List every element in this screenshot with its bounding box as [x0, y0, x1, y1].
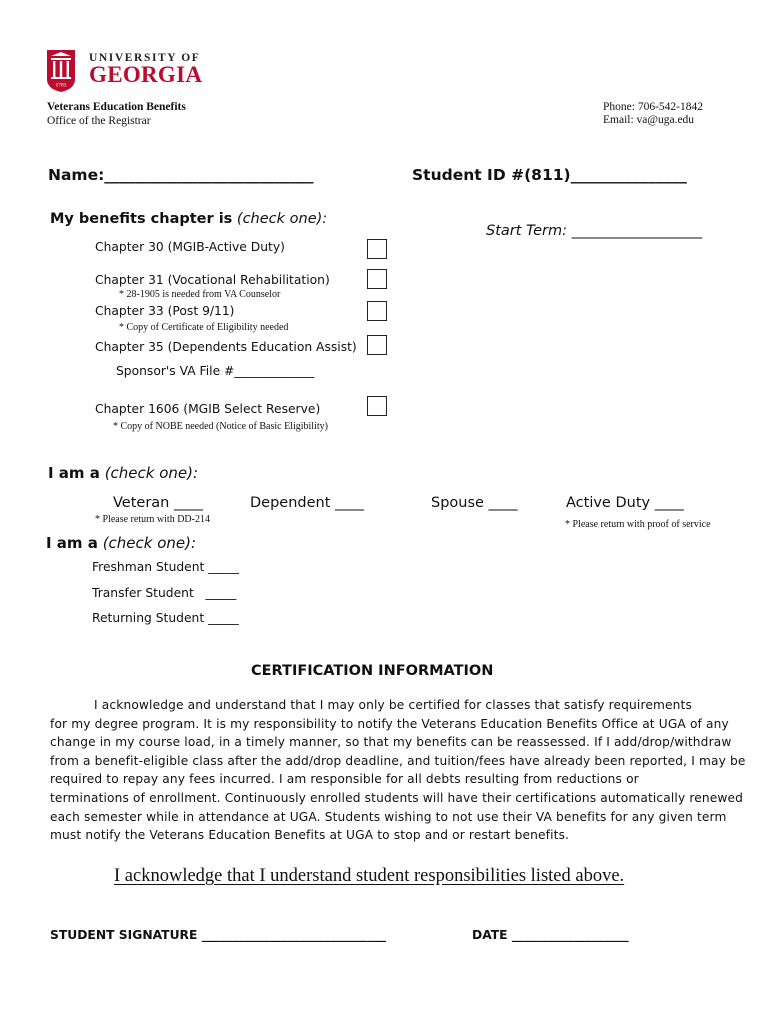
svg-text:1785: 1785 [55, 82, 67, 89]
name-field[interactable] [48, 166, 314, 184]
certification-line: must notify the Veterans Education Benefits at UGA to stop and or restart benefits. [50, 828, 570, 843]
chapter-31-note: * 28-1905 is needed from VA Counselor [119, 289, 281, 300]
chapter-1606-label: Chapter 1606 (MGIB Select Reserve) [95, 402, 321, 416]
email-text: Email: va@uga.edu [603, 114, 695, 126]
student-id-blank[interactable]: _______________ [570, 166, 687, 184]
student-id-field[interactable] [412, 166, 687, 184]
dept-subtitle: Office of the Registrar [47, 115, 151, 127]
veteran-note: * Please return with DD-214 [95, 514, 210, 525]
chapter-31-checkbox[interactable] [367, 269, 387, 289]
certification-line: for my degree program. It is my responsibility to notify the Veterans Education Benefits Office at UGA of any [50, 716, 729, 731]
name-blank[interactable]: ___________________________ [104, 166, 314, 184]
student-signature-field[interactable]: STUDENT SIGNATURE ______________________________ [50, 928, 387, 942]
certification-heading: CERTIFICATION INFORMATION [251, 663, 494, 679]
benefits-heading: My benefits chapter is (check one): [50, 211, 328, 227]
certification-paragraph [50, 696, 765, 845]
status-heading: I am a (check one): [48, 464, 199, 482]
chapter-33-checkbox[interactable] [367, 301, 387, 321]
certification-line: required to repay any fees incurred. I am responsible for all debts resulting from reductions or [50, 772, 639, 787]
date-field[interactable]: DATE ___________________ [472, 928, 629, 942]
certification-line: terminations of enrollment. Continuously enrolled students will have their certifications automatically renewed [50, 790, 744, 805]
status-active-duty-option[interactable]: Active Duty ____ [566, 495, 684, 511]
chapter-30-label: Chapter 30 (MGIB-Active Duty) [95, 240, 285, 254]
student-type-heading: I am a (check one): [46, 534, 197, 552]
phone-text: Phone: 706-542-1842 [603, 101, 703, 113]
chapter-30-checkbox[interactable] [367, 239, 387, 259]
certification-line: I acknowledge and understand that I may only be certified for classes that satisfy requirements [94, 698, 692, 712]
acknowledgement-statement: I acknowledge that I understand student responsibilities listed above. [114, 866, 625, 886]
active-duty-note: * Please return with proof of service [565, 519, 711, 530]
dept-title: Veterans Education Benefits [47, 101, 186, 113]
sponsor-file-field[interactable]: Sponsor's VA File #_____________ [116, 364, 315, 378]
logo-georgia: GEORGIA [89, 62, 203, 87]
status-veteran-option[interactable]: Veteran ____ [113, 495, 203, 511]
chapter-35-checkbox[interactable] [367, 335, 387, 355]
certification-line: from a benefit-eligible class after the add/drop deadline, and tuition/fees have already been reported, I may be [50, 753, 746, 768]
certification-line: each semester while in attendance at UGA. Students wishing to not use their VA benefits for any given term [50, 809, 727, 824]
chapter-1606-note: * Copy of NOBE needed (Notice of Basic Eligibility) [113, 421, 328, 432]
chapter-1606-checkbox[interactable] [367, 396, 387, 416]
university-shield-icon [46, 49, 76, 93]
logo-university-of: UNIVERSITY OF [89, 52, 201, 64]
chapter-31-label: Chapter 31 (Vocational Rehabilitation) [95, 273, 330, 287]
certification-line: change in my course load, in a timely manner, so that my benefits can be reassessed. If I add/drop/withdraw [50, 735, 732, 750]
status-dependent-option[interactable]: Dependent ____ [250, 495, 365, 511]
student-id-label: Student ID #(811) [412, 166, 571, 184]
start-term-label: Start Term: [486, 223, 572, 239]
freshman-option[interactable]: Freshman Student _____ [92, 560, 240, 574]
start-term-field[interactable] [486, 223, 702, 239]
status-spouse-option[interactable]: Spouse ____ [431, 495, 518, 511]
chapter-33-note: * Copy of Certificate of Eligibility needed [119, 322, 289, 333]
start-term-blank[interactable]: __________________ [571, 223, 703, 239]
chapter-33-label: Chapter 33 (Post 9/11) [95, 304, 235, 318]
name-label: Name: [48, 166, 105, 184]
transfer-option[interactable]: Transfer Student _____ [92, 586, 237, 600]
returning-option[interactable]: Returning Student _____ [92, 611, 239, 625]
chapter-35-label: Chapter 35 (Dependents Education Assist) [95, 340, 357, 354]
